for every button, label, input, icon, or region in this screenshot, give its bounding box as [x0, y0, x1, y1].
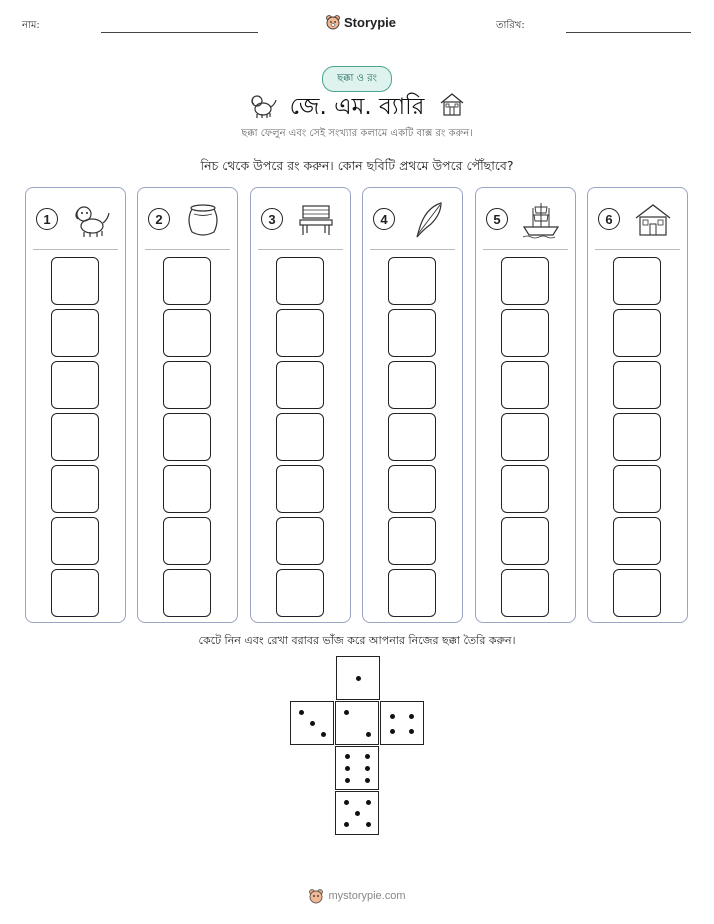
die-face-two — [335, 701, 379, 745]
color-box[interactable] — [51, 517, 99, 565]
color-box[interactable] — [163, 413, 211, 461]
house-icon — [632, 200, 674, 240]
bear-logo-icon — [308, 888, 324, 904]
color-box[interactable] — [51, 569, 99, 617]
color-box[interactable] — [501, 517, 549, 565]
color-box[interactable] — [388, 569, 436, 617]
column-divider — [370, 249, 455, 250]
column-number: 4 — [373, 208, 395, 230]
die-net — [290, 656, 426, 836]
column-4 — [362, 187, 463, 623]
color-box[interactable] — [163, 465, 211, 513]
name-label: নাম: — [22, 20, 40, 31]
die-face-one — [336, 656, 380, 700]
feather-quill-icon — [407, 200, 449, 240]
column-divider — [483, 249, 568, 250]
cut-fold-instruction: কেটে নিন এবং রেখা বরাবর ভাঁজ করে আপনার নিজের ছক্কা তৈরি করুন। — [198, 634, 516, 647]
die-face-five — [335, 791, 379, 835]
color-box[interactable] — [388, 361, 436, 409]
subtitle: ছক্কা ফেলুন এবং সেই সংখ্যার কলামে একটি বাক্স রং করুন। — [241, 128, 473, 139]
brand-logo — [325, 14, 396, 30]
footer-url[interactable]: mystorypie.com — [328, 890, 406, 902]
color-box[interactable] — [276, 517, 324, 565]
color-box[interactable] — [276, 309, 324, 357]
color-box[interactable] — [163, 569, 211, 617]
die-face-three — [290, 701, 334, 745]
color-box[interactable] — [276, 361, 324, 409]
color-box[interactable] — [163, 309, 211, 357]
column-5 — [475, 187, 576, 623]
column-1 — [25, 187, 126, 623]
color-box[interactable] — [613, 257, 661, 305]
color-box[interactable] — [501, 413, 549, 461]
category-tag: ছক্কা ও রং — [322, 66, 392, 92]
color-box[interactable] — [163, 517, 211, 565]
column-number: 3 — [261, 208, 283, 230]
color-box[interactable] — [163, 361, 211, 409]
color-box[interactable] — [276, 257, 324, 305]
house-title-icon — [438, 90, 466, 118]
color-box[interactable] — [613, 309, 661, 357]
date-label: তারিখ: — [496, 20, 525, 31]
color-box[interactable] — [388, 257, 436, 305]
column-divider — [258, 249, 343, 250]
column-divider — [595, 249, 680, 250]
date-line[interactable] — [566, 32, 691, 33]
column-number: 2 — [148, 208, 170, 230]
color-box[interactable] — [51, 465, 99, 513]
color-box[interactable] — [501, 309, 549, 357]
column-divider — [33, 249, 118, 250]
color-box[interactable] — [501, 465, 549, 513]
color-box[interactable] — [613, 361, 661, 409]
color-box[interactable] — [276, 465, 324, 513]
footer — [0, 888, 714, 904]
color-box[interactable] — [51, 413, 99, 461]
name-line[interactable] — [101, 32, 258, 33]
color-box[interactable] — [163, 257, 211, 305]
pot-icon — [182, 200, 224, 240]
die-face-four — [380, 701, 424, 745]
die-face-six — [335, 746, 379, 790]
column-number: 5 — [486, 208, 508, 230]
brand-name: Storypie — [344, 14, 397, 30]
column-2 — [137, 187, 238, 623]
color-box[interactable] — [51, 257, 99, 305]
color-box[interactable] — [501, 569, 549, 617]
color-box[interactable] — [613, 413, 661, 461]
column-6 — [587, 187, 688, 623]
puppy-icon — [70, 200, 112, 240]
color-box[interactable] — [388, 413, 436, 461]
color-box[interactable] — [501, 257, 549, 305]
color-box[interactable] — [276, 413, 324, 461]
column-3 — [250, 187, 351, 623]
bench-icon — [295, 200, 337, 240]
pirate-ship-icon — [520, 200, 562, 240]
page-title: জে. এম. ব্যারি — [289, 94, 425, 120]
bear-logo-icon — [325, 14, 341, 30]
color-box[interactable] — [51, 309, 99, 357]
color-box[interactable] — [501, 361, 549, 409]
color-box[interactable] — [613, 569, 661, 617]
color-box[interactable] — [276, 569, 324, 617]
color-box[interactable] — [388, 465, 436, 513]
column-divider — [145, 249, 230, 250]
column-number: 1 — [36, 208, 58, 230]
color-box[interactable] — [51, 361, 99, 409]
question-text: নিচ থেকে উপরে রং করুন। কোন ছবিটি প্রথমে উপরে পৌঁছাবে? — [200, 158, 514, 173]
color-box[interactable] — [388, 309, 436, 357]
column-number: 6 — [598, 208, 620, 230]
color-box[interactable] — [388, 517, 436, 565]
color-box[interactable] — [613, 465, 661, 513]
color-box[interactable] — [613, 517, 661, 565]
